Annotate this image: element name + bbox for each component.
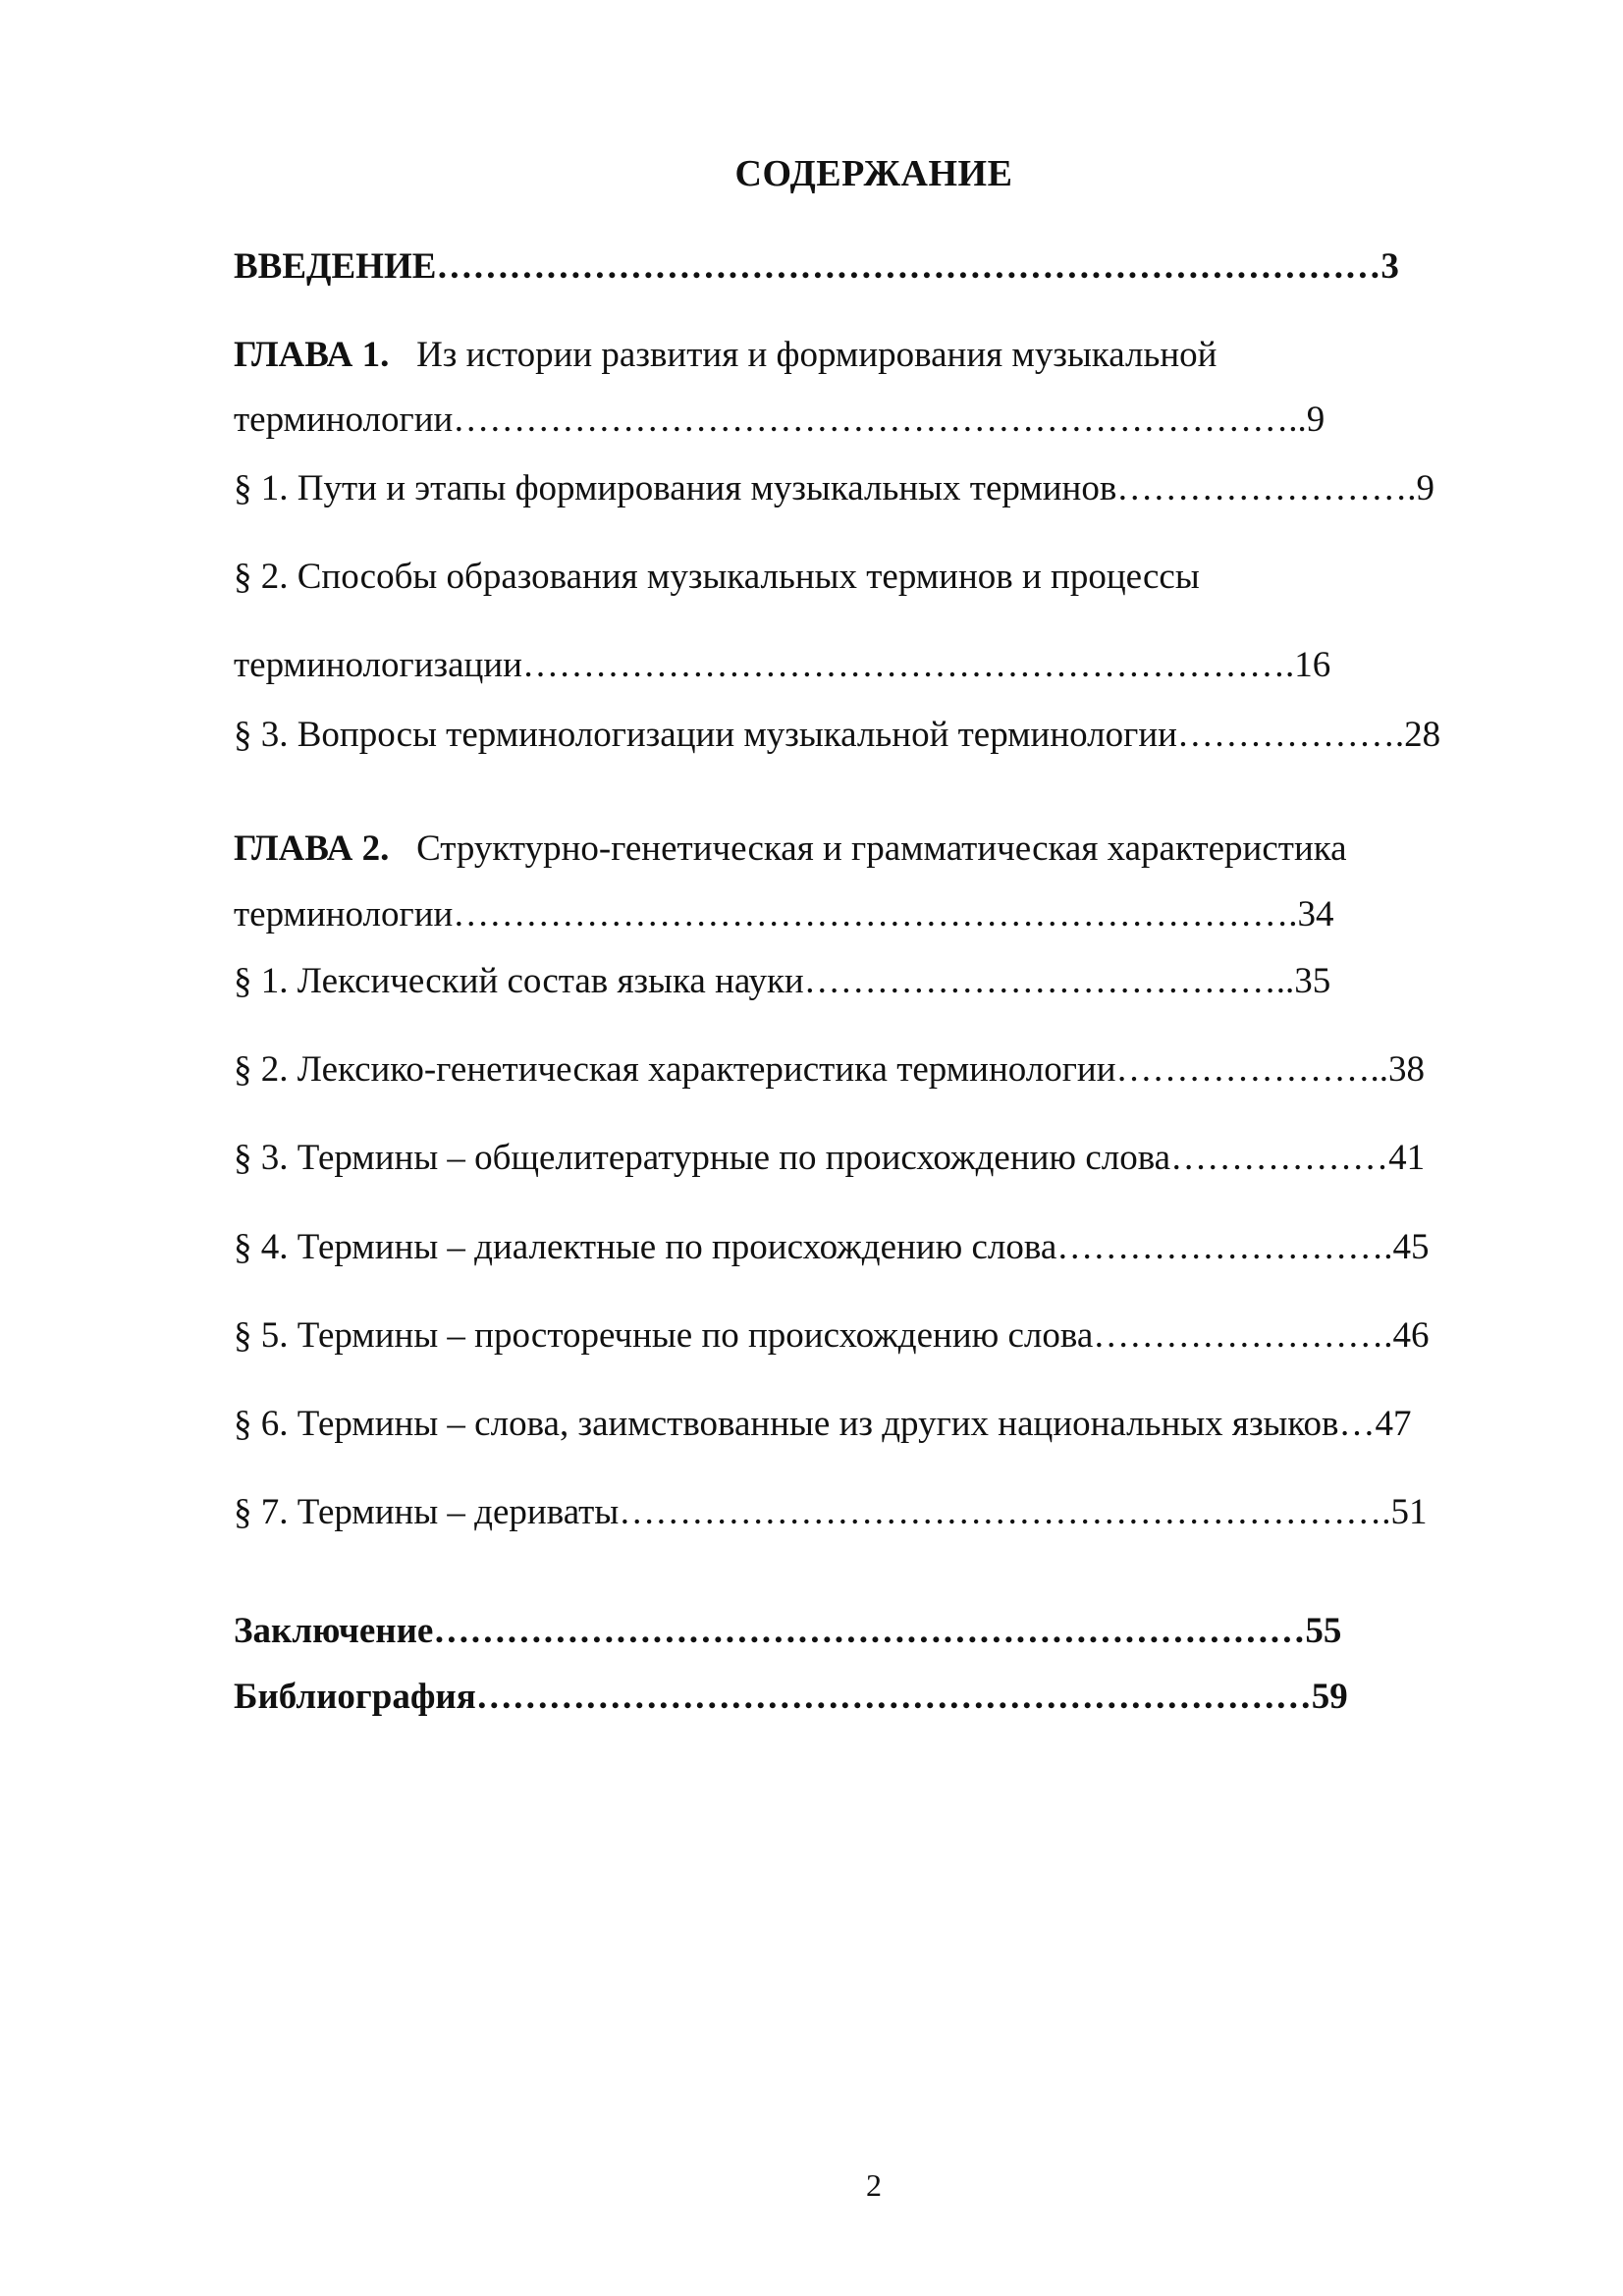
- toc-ch1-section-2-cont: терминологизации……………………………………………………….16: [234, 645, 1331, 685]
- toc-ch1-section-1: § 1. Пути и этапы формирования музыкальных терминов…………………….9: [234, 468, 1435, 508]
- toc-chapter2-title-cont: терминологии…………………………………………………………….34: [234, 894, 1334, 934]
- chapter1-title: Из истории развития и формирования музыкальной: [416, 335, 1217, 375]
- toc-chapter2-heading: [234, 828, 1347, 871]
- toc-ch2-section-7: § 7. Термины – дериваты……………………………………………………….51: [234, 1492, 1428, 1532]
- page-title: СОДЕРЖАНИЕ: [734, 153, 1013, 194]
- toc-chapter1-heading: [234, 334, 1217, 377]
- toc-ch2-section-5: § 5. Термины – просторечные по происхождению слова…………………….46: [234, 1315, 1430, 1356]
- toc-ch2-section-3: § 3. Термины – общелитературные по происхождению слова………………41: [234, 1138, 1426, 1178]
- chapter2-label: ГЛАВА 2.: [234, 828, 390, 869]
- toc-ch1-section-2: § 2. Способы образования музыкальных терминов и процессы: [234, 557, 1200, 597]
- chapter2-title: Структурно-генетическая и грамматическая характеристика: [416, 828, 1347, 869]
- toc-entry-conclusion: Заключение………………………………………………………………55: [234, 1611, 1342, 1651]
- chapter1-label: ГЛАВА 1.: [234, 335, 390, 375]
- toc-ch2-section-2: § 2. Лексико-генетическая характеристика терминологии…………………..38: [234, 1049, 1426, 1090]
- toc-ch2-section-4: § 4. Термины – диалектные по происхождению слова……………………….45: [234, 1227, 1430, 1267]
- page-number: 2: [866, 2167, 882, 2203]
- toc-ch2-section-1: § 1. Лексический состав языка науки…………………………………..35: [234, 961, 1331, 1001]
- toc-chapter1-title-cont: терминологии……………………………………………………………..9: [234, 400, 1325, 440]
- toc-entry-intro: ВВЕДЕНИЕ……………………………………………………………………3: [234, 246, 1399, 287]
- toc-ch1-section-3: § 3. Вопросы терминологизации музыкальной терминологии……………….28: [234, 715, 1441, 755]
- toc-ch2-section-6: § 6. Термины – слова, заимствованные из других национальных языков…47: [234, 1404, 1412, 1444]
- toc-entry-bibliography: Библиография……………………………………………………………59: [234, 1677, 1348, 1717]
